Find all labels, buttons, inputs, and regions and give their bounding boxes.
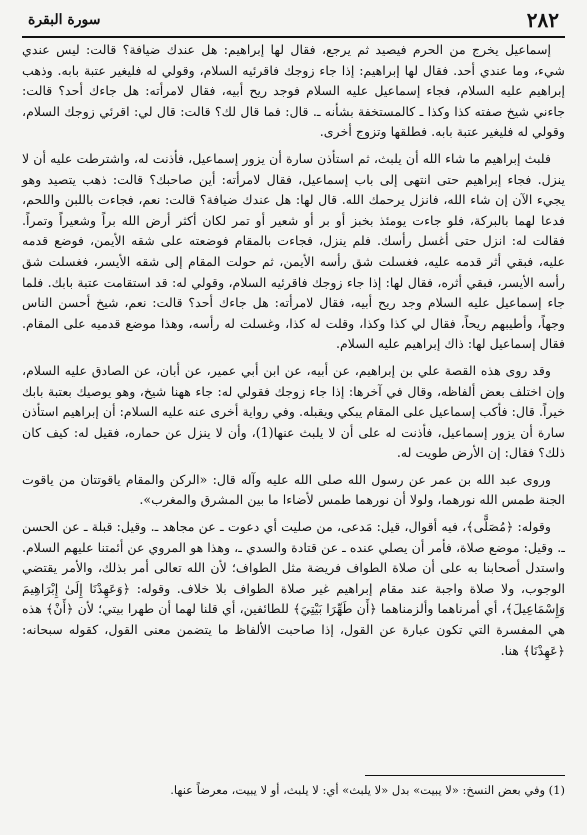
page-header [22, 6, 565, 38]
surah-title: سورة البقرة [28, 12, 101, 28]
paragraph: وقوله: ﴿مُصَلًّى﴾، فيه أقوال، قيل: مَدعى، من صليت أي دعوت ـ عن مجاهد ـ. وقيل: قبلة ـ عن الحسن ـ. وقيل: موضع صلاة، فأمر أن يصلي عنده ـ عن قتادة والسدي ـ، وهذا هو المروي عن أئمتنا عليهم السلام. واستدل أصحابنا به على أن صلاة الطواف فريضة مثل الطواف؛ لأن الله تعالى أمر بذلك، والأمر يقتضي الوجوب، ولا صلاة واجبة عند مقام إبراهيم غير صلاة الطواف بلا خلاف. وقوله: ﴿وَعَهِدْنَا إِلَىٰ إِبْرَاهِيمَ وَإِسْمَاعِيلَ﴾، أي أمرناهما وألزمناهما ﴿أَن طَهِّرَا بَيْتِيَ﴾ للطائفين، أي قلنا لهما أن طهرا بيتي؛ لأن ﴿أَنْ﴾ هذه هي المفسرة التي تكون عبارة عن القول، إذا صاحبت الألفاظ ما يتضمن معنى القول، كقوله سبحانه: ﴿عَهِدْنَا﴾ هنا. [22, 519, 565, 658]
page-number: ٢٨٢ [526, 8, 559, 32]
footnote-separator [365, 775, 565, 776]
paragraph: فلبث إبراهيم ما شاء الله أن يلبث، ثم استأذن سارة أن يزور إسماعيل، فأذنت له، واشترطت عليه أن لا ينزل. فجاء إبراهيم حتى انتهى إلى باب إسماعيل، فقال لامرأته: أين صاحبك؟ قالت: ذهب يتصيد وهو يجيء الآن إن شاء الله، فانزل يرحمك الله. قال لها: هل عندك ضيافة؟ قالت: نعم، فجاءت باللبن واللحم، فدعا لهما بالبركة، فلو جاءت يومئذ بخبز أو بر أو شعير أو تمر لكان أكثر أرض الله براً وشعيراً وتمراً. فقالت له: انزل حتى أغسل رأسك. فلم ينزل، فجاءت بالمقام فوضعته على شقه الأيمن، فوضع قدمه عليه، فبقي أثر قدمه عليه، فغسلت شق رأسه الأيمن، ثم حولت المقام إلى شقه الأيسر، فغسلت شق رأسه الأيسر، فبقي أثره، فقال لها: إذا جاء زوجك فاقرئيه السلام، وقولي له: قد استقامت عتبة بابك. فلما جاء إسماعيل عليه السلام وجد ريح أبيه، فقال لامرأته: هل جاءك أحد؟ قالت: نعم، شيخ أحسن الناس وجهاً، وأطيبهم ريحاً، فقال لي كذا وكذا، وقلت له كذا، وغسلت له رأسه، وهذا موضع قدميه على المقام. فقال إسماعيل لها: ذاك إبراهيم عليه السلام. [22, 150, 565, 352]
paragraph: إسماعيل يخرج من الحرم فيصيد ثم يرجع، فقال لها إبراهيم: هل عندك ضيافة؟ قالت: ليس عندي شيء، وما عندي أحد. فقال لها إبراهيم: إذا جاء زوجك فاقرئيه السلام، وقولي له فليغير عتبة بابه. وذهب إبراهيم عليه السلام، فجاء إسماعيل عليه السلام فوجد ريح أبيه، فقال لامرأته: هل جاءك أحد؟ قالت: جاءني شيخ صفته كذا وكذا ـ كالمستخفة بشأنه ـ. قال: فما قال لك؟ قالت: قال لي: اقرئي زوجك السلام، وقولي له فليغير عتبة بابه. فطلقها وتزوج أخرى. [22, 42, 565, 140]
paragraph: وروى عبد الله بن عمر عن رسول الله صلى الله عليه وآله قال: «الركن والمقام ياقوتتان من ياقوت الجنة طمس الله نورهما، ولولا أن نورهما طمس لأضاءا ما بين المشرق والمغرب». [22, 471, 565, 508]
paragraph: وقد روى هذه القصة علي بن إبراهيم، عن أبيه، عن ابن أبي عمير، عن أبان، عن الصادق عليه السلام، وإن اختلف بعض ألفاظه، وقال في آخرها: إذا جاء زوجك فقولي له: جاء ههنا شيخ، وهو يوصيك بعتبة بابك خيراً. قال: فأكب إسماعيل على المقام يبكي ويقبله. وفي رواية أخرى عنه عليه السلام: أن إبراهيم استأذن سارة أن يزور إسماعيل، فأذنت له على أن لا يلبث عنها(1)، وأن لا ينزل عن حماره، فقيل له: كيف كان ذلك؟ فقال: إن الأرض طويت له. [22, 362, 565, 461]
footnote: (1) وفي بعض النسخ: «لا يبيت» بدل «لا يلبث» أي: لا يلبث، أو لا يبيت، معرضاً عنها. [170, 783, 565, 797]
main-text [22, 40, 565, 667]
